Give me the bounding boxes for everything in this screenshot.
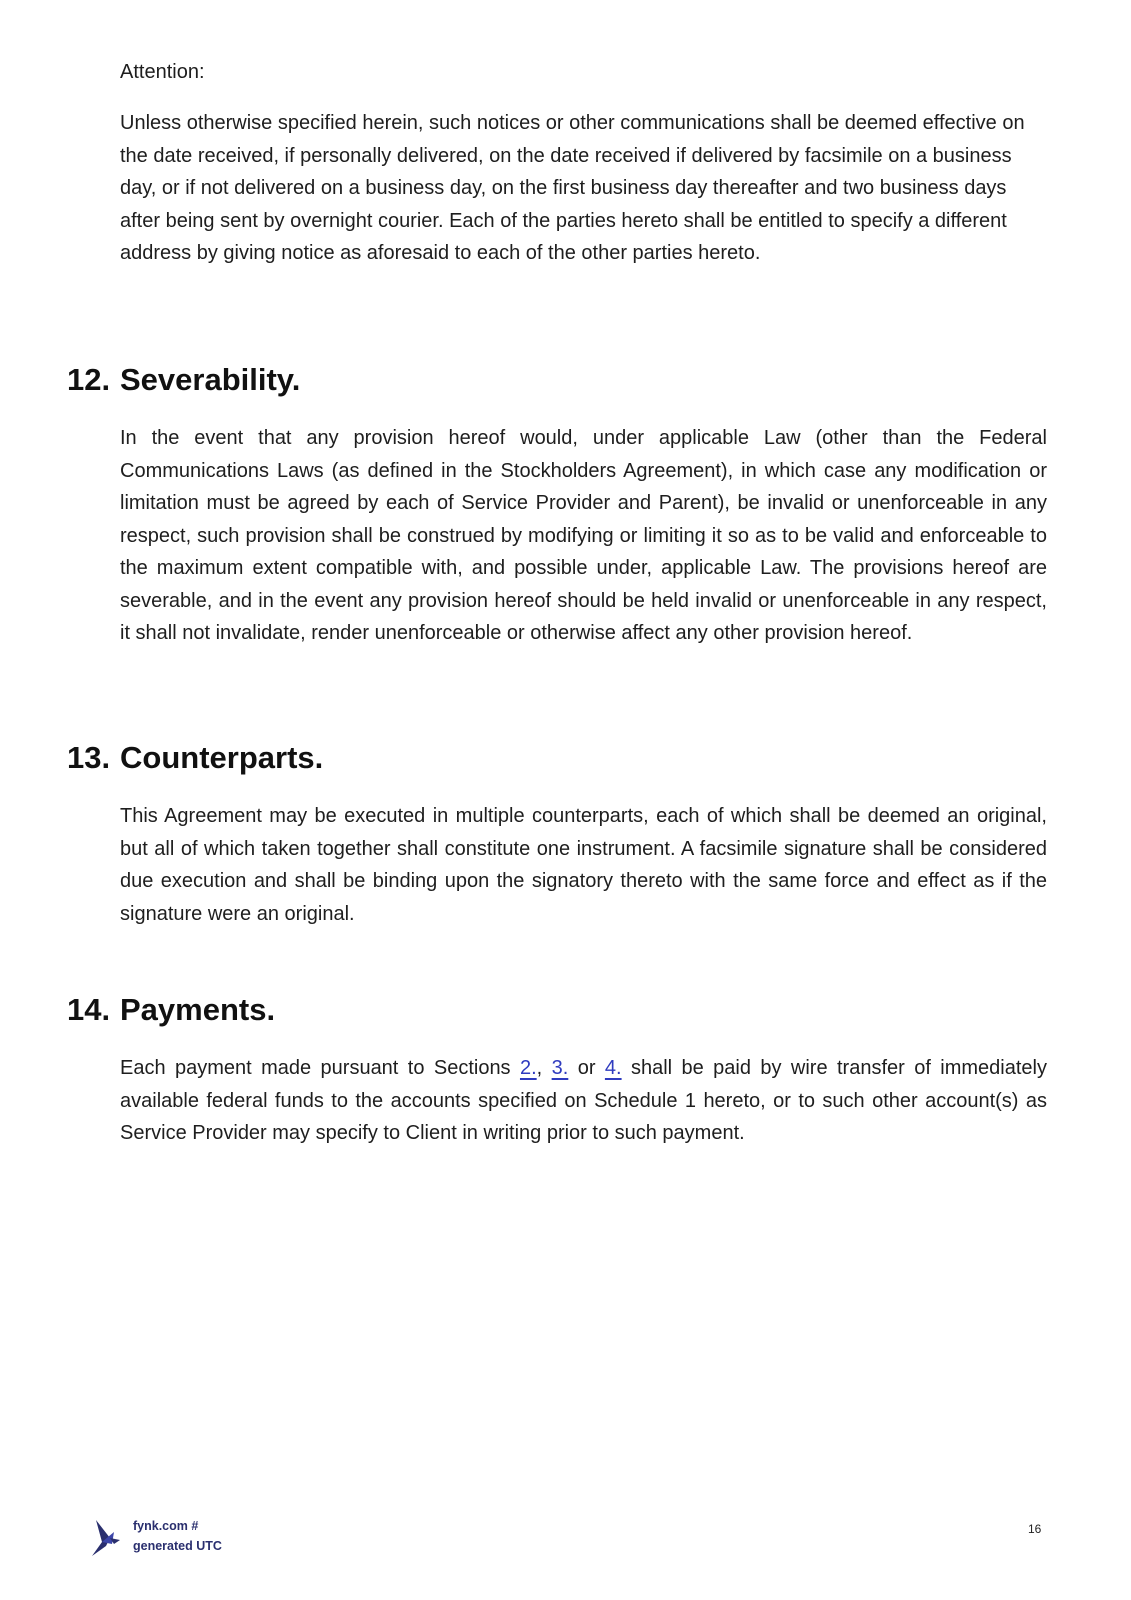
section-4-link[interactable]: 4.: [604, 1057, 622, 1079]
severability-paragraph: In the event that any provision hereof would, under applicable Law (other than the Federal Communications Laws (as defined in the Stockholders Agreement), in which case any modification or limitation must be agreed by each of Service Provider and Parent), be invalid or unenforceable in any respect, such provision shall be construed by modifying or limiting it so as to be valid and enforceable to the maximum extent compatible with, and possible under, applicable Law. The provisions hereof are severable, and in the event any provision hereof should be held invalid or unenforceable in any respect, it shall not invalidate, render unenforceable or otherwise affect any other provision hereof.: [120, 427, 1047, 644]
notice-paragraph: Unless otherwise specified herein, such notices or other communications shall be deemed effective on the date received, if personally delivered, on the date received if delivered by facsimile on a business day, or if not delivered on a business day, on the first business day thereafter and two business days after being sent by overnight courier. Each of the parties hereto shall be entitled to specify a different address by giving notice as aforesaid to each of the other parties hereto.: [120, 112, 1025, 264]
section-3-link[interactable]: 3.: [551, 1057, 569, 1079]
section-number: 12.: [67, 362, 111, 397]
section-12-heading: [67, 360, 300, 400]
section-title: Payments.: [120, 992, 276, 1027]
section-2-link[interactable]: 2.: [519, 1057, 537, 1079]
attention-label: Attention:: [120, 61, 205, 83]
separator: or: [568, 1057, 605, 1079]
footer-brand: [133, 1516, 222, 1556]
fynk-bird-logo-icon: [90, 1518, 136, 1558]
counterparts-paragraph: This Agreement may be executed in multiple counterparts, each of which shall be deemed an original, but all of which taken together shall constitute one instrument. A facsimile signature shall be considered due execution and shall be binding upon the signatory thereto with the same force and effect as if the signature were an original.: [120, 805, 1047, 925]
section-title: Counterparts.: [120, 740, 324, 775]
payments-text-suffix: shall be paid by wire transfer of immediately available federal funds to the accounts specified on Schedule 1 hereto, or to such other account(s) as Service Provider may specify to Client in writing prior to such payment.: [120, 1057, 1047, 1144]
section-13-heading: [67, 738, 323, 778]
section-title: Severability.: [120, 362, 301, 397]
payments-paragraph: [120, 1052, 1047, 1150]
footer-line-2: generated UTC: [133, 1539, 222, 1553]
section-number: 14.: [67, 992, 111, 1027]
footer-line-1: fynk.com #: [133, 1519, 199, 1533]
separator: ,: [536, 1057, 552, 1079]
section-14-heading: [67, 990, 275, 1030]
section-number: 13.: [67, 740, 111, 775]
payments-text-prefix: Each payment made pursuant to Sections: [120, 1057, 520, 1079]
page-number: 16: [1028, 1522, 1042, 1536]
